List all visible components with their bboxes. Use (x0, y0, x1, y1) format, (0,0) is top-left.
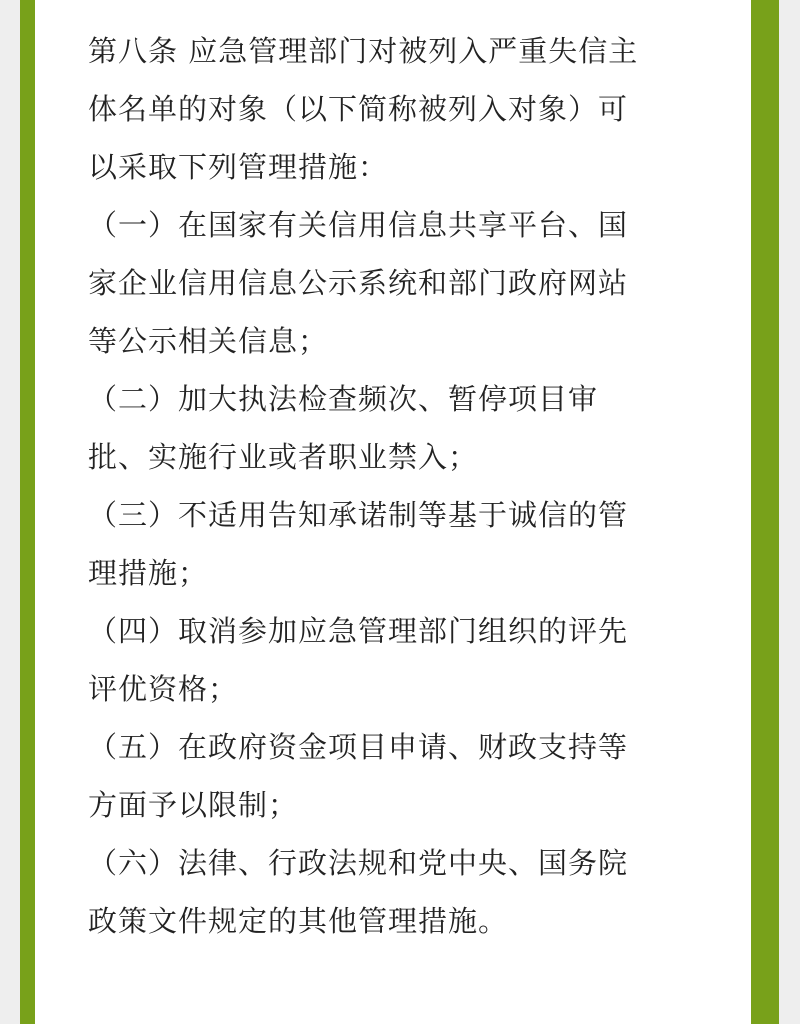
article-line: 政策文件规定的其他管理措施。 (88, 904, 509, 938)
article-line: 评优资格； (88, 672, 239, 706)
article-line: （六）法律、行政法规和党中央、国务院 (88, 846, 629, 880)
article-text (88, 22, 728, 950)
article-line: 第八条 应急管理部门对被列入严重失信主 (88, 34, 639, 68)
article-line: 体名单的对象（以下简称被列入对象）可 (88, 92, 629, 126)
article-line: （一）在国家有关信用信息共享平台、国 (88, 208, 629, 242)
article-line: （五）在政府资金项目申请、财政支持等 (88, 730, 629, 764)
right-green-border (751, 0, 779, 1024)
article-line: 以采取下列管理措施： (88, 150, 389, 184)
article-line: （三）不适用告知承诺制等基于诚信的管 (88, 498, 629, 532)
article-line: 家企业信用信息公示系统和部门政府网站 (88, 266, 629, 300)
right-margin (779, 0, 800, 1024)
left-green-border (20, 0, 35, 1024)
article-line: 等公示相关信息； (88, 324, 329, 358)
left-margin (0, 0, 20, 1024)
article-line: （二）加大执法检查频次、暂停项目审 (88, 382, 599, 416)
article-line: （四）取消参加应急管理部门组织的评先 (88, 614, 629, 648)
article-line: 批、实施行业或者职业禁入； (88, 440, 479, 474)
article-line: 理措施； (88, 556, 209, 590)
article-line: 方面予以限制； (88, 788, 299, 822)
